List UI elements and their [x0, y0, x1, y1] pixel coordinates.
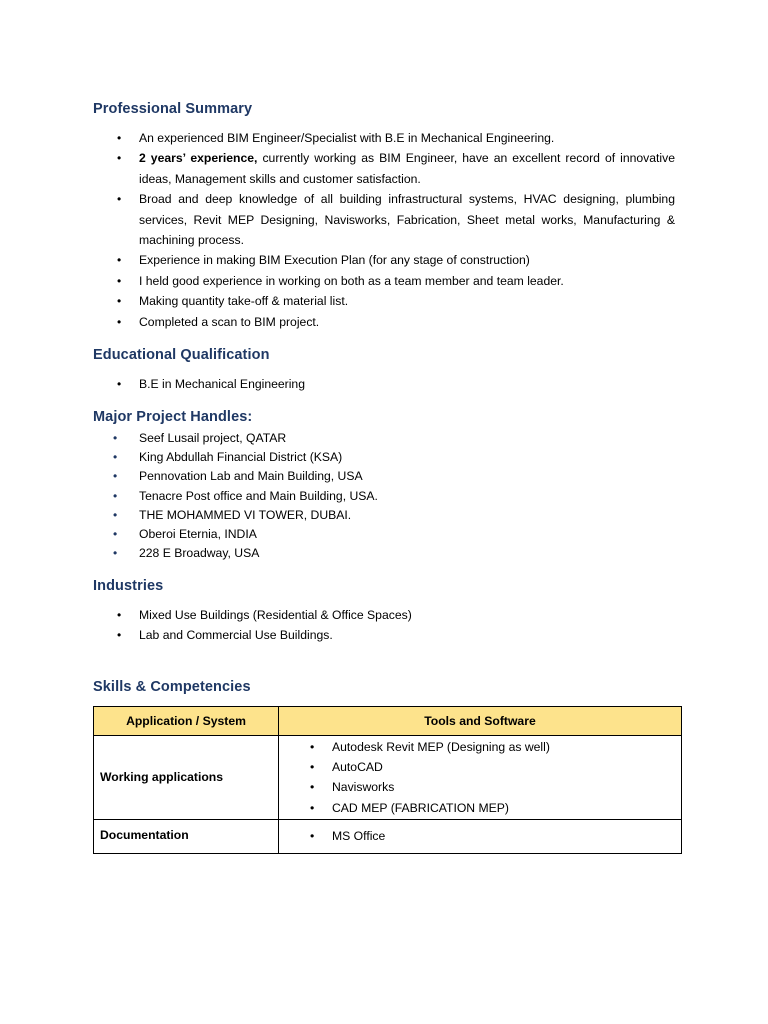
table-row: [94, 736, 682, 820]
list-item: • CAD MEP (FABRICATION MEP): [280, 798, 680, 818]
professional-summary-heading: Professional Summary: [93, 101, 253, 117]
list-item: • Broad and deep knowledge of all building infrastructural systems, HVAC designing, plumbing services, Revit MEP Designing, Navisworks, Fabrication, Sheet metal works, Manufacturing & machining process.: [93, 189, 675, 250]
bullet-icon: •: [310, 760, 315, 775]
list-item: • MS Office: [280, 826, 680, 846]
bullet-icon: •: [310, 828, 315, 843]
bullet-icon: •: [117, 314, 122, 329]
list-item: • Experience in making BIM Execution Plan (for any stage of construction): [93, 250, 675, 270]
list-item: • Lab and Commercial Use Buildings.: [93, 625, 675, 645]
list-item: • Completed a scan to BIM project.: [93, 312, 675, 332]
skills-heading: Skills & Competencies: [93, 679, 251, 695]
bullet-icon: •: [117, 294, 122, 309]
list-item: • THE MOHAMMED VI TOWER, DUBAI.: [93, 506, 675, 525]
column-header-application: Application / System: [94, 707, 279, 736]
list-item: • Tenacre Post office and Main Building, USA.: [93, 487, 675, 506]
bullet-icon: •: [117, 628, 122, 643]
bullet-icon: •: [310, 800, 315, 815]
list-item: • Mixed Use Buildings (Residential & Office Spaces): [93, 605, 675, 625]
list-item: • An experienced BIM Engineer/Specialist with B.E in Mechanical Engineering.: [93, 128, 675, 148]
list-item: • Autodesk Revit MEP (Designing as well): [280, 737, 680, 757]
education-heading: Educational Qualification: [93, 347, 270, 363]
bullet-icon: •: [113, 450, 118, 465]
projects-list: [93, 429, 675, 563]
bullet-icon: •: [117, 608, 122, 622]
list-item: • Seef Lusail project, QATAR: [93, 429, 675, 448]
list-item: • Oberoi Eternia, INDIA: [93, 525, 675, 544]
projects-heading: Major Project Handles:: [93, 409, 253, 425]
list-item: • Navisworks: [280, 777, 680, 797]
industries-list: [93, 605, 675, 646]
bullet-icon: •: [117, 131, 122, 145]
list-item: • I held good experience in working on both as a team member and team leader.: [93, 271, 675, 291]
table-header-row: [94, 707, 682, 736]
bullet-icon: •: [113, 546, 118, 561]
row-label: Working applications: [94, 736, 279, 820]
list-item: • 228 E Broadway, USA: [93, 544, 675, 563]
bullet-icon: •: [117, 377, 122, 391]
list-item: • King Abdullah Financial District (KSA): [93, 448, 675, 467]
tools-cell: [279, 819, 682, 853]
row-label: Documentation: [94, 819, 279, 853]
bullet-icon: •: [117, 253, 122, 268]
bullet-icon: •: [113, 527, 118, 542]
bullet-icon: •: [113, 469, 118, 484]
skills-table: [93, 706, 682, 854]
bullet-icon: •: [310, 740, 315, 754]
tools-cell: [279, 736, 682, 820]
tools-list: [280, 737, 680, 818]
list-item: • Pennovation Lab and Main Building, USA: [93, 467, 675, 486]
list-item: • AutoCAD: [280, 757, 680, 777]
bullet-icon: •: [113, 507, 118, 522]
bullet-icon: •: [310, 780, 315, 795]
bullet-icon: •: [117, 273, 122, 288]
tools-list: [280, 826, 680, 846]
bullet-icon: •: [117, 192, 122, 207]
bullet-icon: •: [117, 151, 122, 166]
list-item: • 2 years’ experience, currently working as BIM Engineer, have an excellent record of innovative ideas, Management skills and customer satisfaction.: [93, 148, 675, 189]
list-item: • Making quantity take-off & material list.: [93, 291, 675, 311]
table-row: [94, 819, 682, 853]
education-list: [93, 374, 675, 394]
column-header-tools: Tools and Software: [279, 707, 682, 736]
bullet-icon: •: [113, 488, 118, 503]
industries-heading: Industries: [93, 578, 164, 594]
professional-summary-list: [93, 128, 675, 332]
list-item: • B.E in Mechanical Engineering: [93, 374, 675, 394]
bullet-icon: •: [113, 431, 118, 445]
